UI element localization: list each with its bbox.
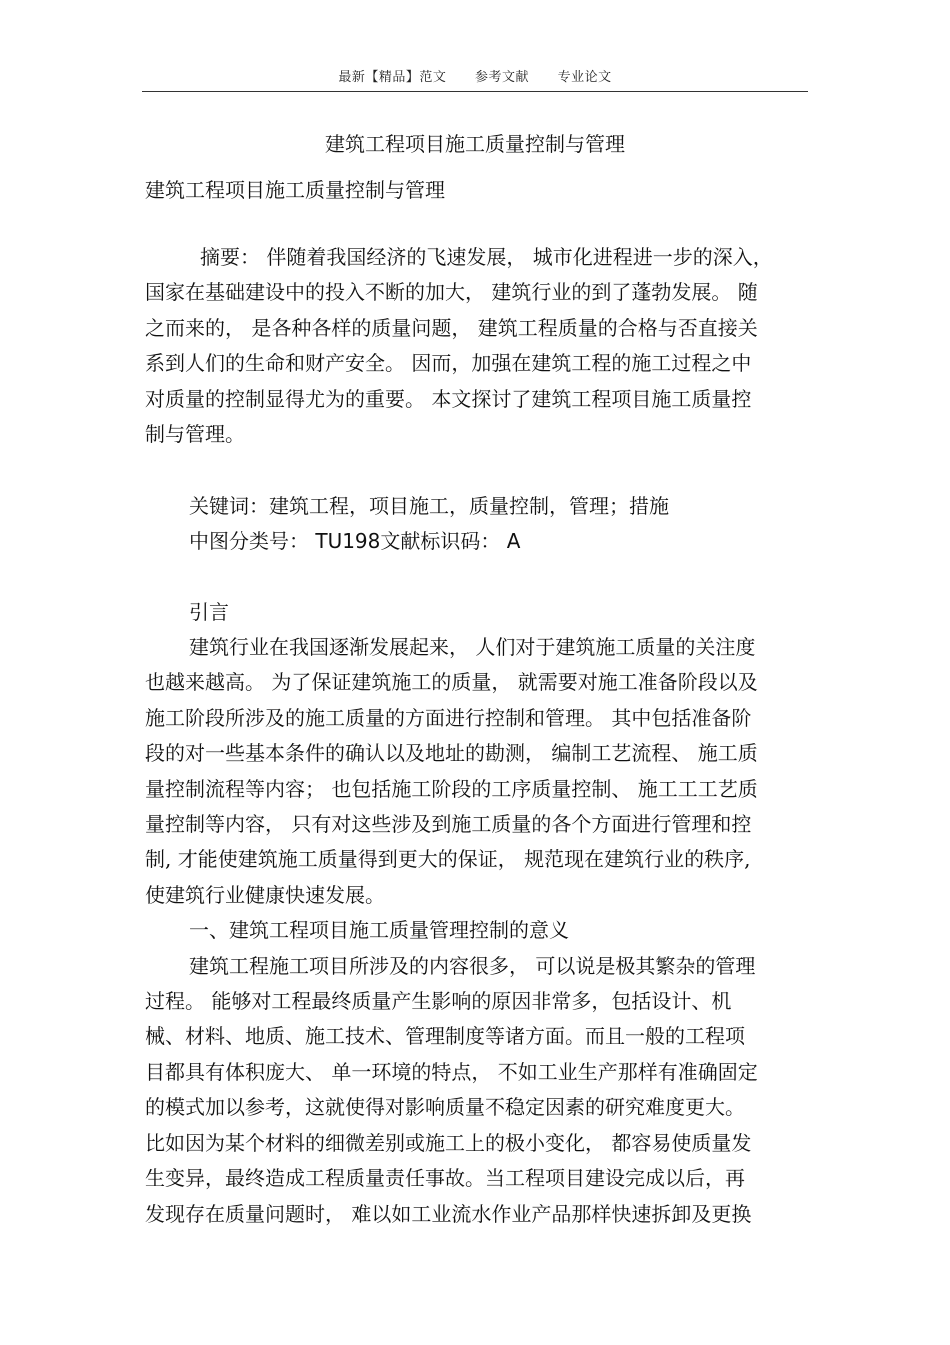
document-subtitle: 建筑工程项目施工质量控制与管理 [145,178,445,202]
page-header [0,66,950,85]
intro-line: 建筑行业在我国逐渐发展起来， 人们对于建筑施工质量的关注度 [189,635,756,659]
section1-line: 生变异，最终造成工程质量责任事故。当工程项目建设完成以后，再 [145,1166,745,1191]
section1-line: 建筑工程施工项目所涉及的内容很多， 可以说是极其繁杂的管理 [189,953,756,978]
section1-line: 比如因为某个材料的细微差别或施工上的极小变化， 都容易使质量发 [145,1130,752,1155]
header-item-2: 参考文献 [474,70,529,85]
section1-line: 械、材料、地质、施工技术、管理制度等诸方面。而且一般的工程项 [145,1024,745,1049]
abstract-line: 之而来的， 是各种各样的质量问题， 建筑工程质量的合格与否直接关 [145,315,758,340]
intro-line: 使建筑行业健康快速发展。 [145,882,385,907]
abstract-line: 制与管理。 [145,422,245,447]
intro-line: 量控制等内容， 只有对这些涉及到施工质量的各个方面进行管理和控 [145,812,752,837]
section1-line: 过程。 能够对工程最终质量产生影响的原因非常多，包括设计、机 [145,989,732,1014]
section1-line: 的模式加以参考，这就使得对影响质量不稳定因素的研究难度更大。 [145,1095,745,1120]
document-title: 建筑工程项目施工质量控制与管理 [325,132,625,156]
intro-heading: 引言 [189,600,229,624]
abstract-line: 对质量的控制显得尤为的重要。 本文探讨了建筑工程项目施工质量控 [145,386,752,411]
abstract-line: 系到人们的生命和财产安全。 因而，加强在建筑工程的施工过程之中 [145,351,752,376]
abstract-line: 国家在基础建设中的投入不断的加大， 建筑行业的到了蓬勃发展。 随 [145,280,758,305]
classification-line: 中图分类号： TU198文献标识码： A [189,529,521,553]
section1-line: 目都具有体积庞大、 单一环境的特点， 不如工业生产那样有准确固定 [145,1059,758,1084]
intro-line: 施工阶段所涉及的施工质量的方面进行控制和管理。 其中包括准备阶 [145,705,752,730]
intro-line: 也越来越高。 为了保证建筑施工的质量， 就需要对施工准备阶段以及 [145,670,758,695]
abstract-line: 摘要： 伴随着我国经济的飞速发展， 城市化进程进一步的深入， [200,245,773,269]
section1-heading: 一、建筑工程项目施工质量管理控制的意义 [189,918,569,943]
header-divider [142,91,808,92]
section1-line: 发现存在质量问题时， 难以如工业流水作业产品那样快速拆卸及更换 [145,1201,752,1226]
abstract-paragraph [145,240,810,452]
header-item-3: 专业论文 [557,70,612,85]
intro-line: 段的对一些基本条件的确认以及地址的勘测， 编制工艺流程、 施工质 [145,741,758,766]
intro-line: 制, 才能使建筑施工质量得到更大的保证， 规范现在建筑行业的秩序, [145,847,751,872]
header-item-1: 最新【精品】范文 [338,70,447,85]
keywords-line: 关键词：建筑工程，项目施工，质量控制，管理；措施 [189,494,669,518]
intro-paragraph [145,630,810,1232]
intro-line: 量控制流程等内容； 也包括施工阶段的工序质量控制、 施工工工艺质 [145,776,758,801]
